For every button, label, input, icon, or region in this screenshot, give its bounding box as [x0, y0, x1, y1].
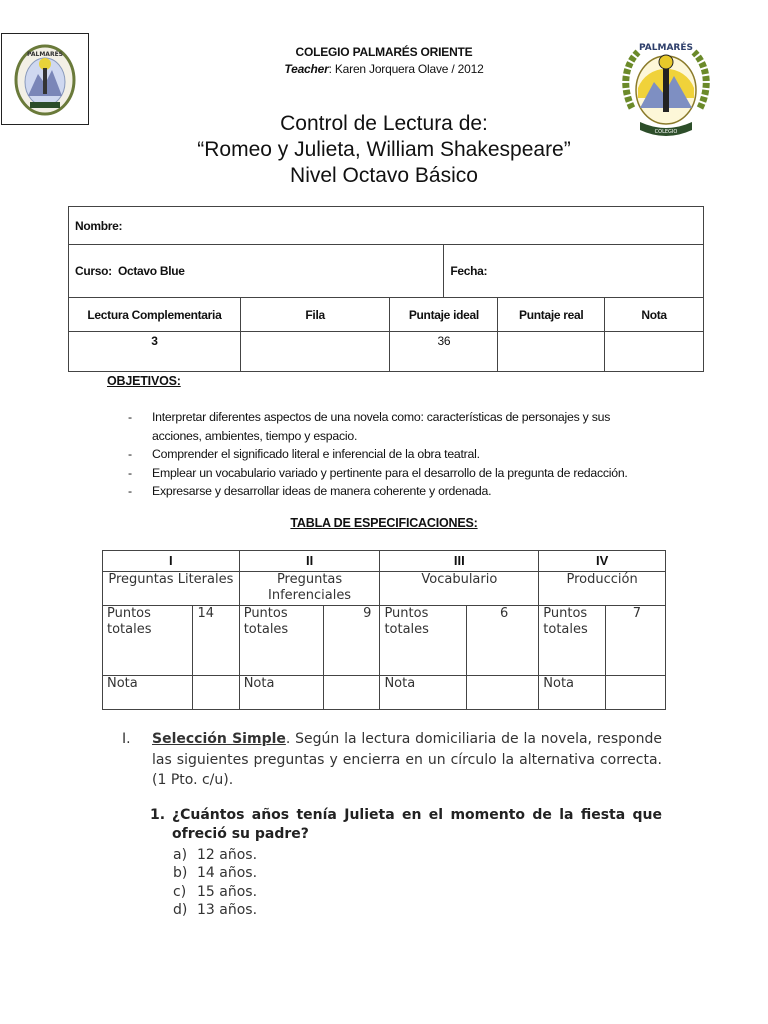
spec-points-label-4: Puntos totales — [539, 606, 605, 676]
objective-item: - Emplear un vocabulario variado y pertinente para el desarrollo de la pregunta de redacción. — [128, 464, 658, 483]
option-letter: c) — [173, 883, 187, 900]
option-text: 12 años. — [197, 847, 258, 863]
spec-points-label-2: Puntos totales — [239, 606, 323, 676]
name-field[interactable] — [69, 207, 704, 245]
header-puntaje-ideal: Puntaje ideal — [390, 298, 498, 332]
course-field — [69, 245, 444, 298]
section-number: I. — [122, 731, 131, 747]
header-nota: Nota — [605, 298, 704, 332]
option-letter: b) — [173, 865, 188, 882]
objectives-heading: OBJETIVOS: — [107, 374, 181, 388]
option-d[interactable] — [173, 901, 257, 919]
date-label: Fecha: — [450, 264, 488, 278]
value-lectura: 3 — [69, 332, 241, 372]
spec-nota-1[interactable] — [193, 676, 239, 710]
spec-nota-4[interactable] — [605, 676, 665, 710]
question-1 — [150, 806, 662, 844]
question-number: 1. — [150, 807, 166, 823]
header-puntaje-real: Puntaje real — [498, 298, 605, 332]
spec-category-3: Vocabulario — [380, 572, 539, 606]
value-puntaje-real[interactable] — [498, 332, 605, 372]
name-label: Nombre: — [75, 218, 123, 233]
option-text: 13 años. — [197, 901, 258, 918]
spec-points-label-3: Puntos totales — [380, 606, 466, 676]
spec-nota-3[interactable] — [466, 676, 538, 710]
objectives-list — [128, 408, 658, 501]
option-a[interactable] — [173, 846, 257, 864]
spec-roman-1: I — [103, 551, 240, 572]
spec-nota-label-3: Nota — [380, 676, 466, 710]
value-nota[interactable] — [605, 332, 704, 372]
spec-nota-2[interactable] — [324, 676, 380, 710]
svg-text:PALMARÉS: PALMARÉS — [27, 51, 63, 58]
section-title: Selección Simple — [152, 731, 286, 747]
value-fila[interactable] — [240, 332, 390, 372]
spec-category-1: Preguntas Literales — [103, 572, 240, 606]
course-label: Curso: — [75, 264, 112, 278]
date-field[interactable] — [444, 245, 704, 298]
objective-item: - Comprender el significado literal e inferencial de la obra teatral. — [128, 445, 658, 464]
spec-points-1: 14 — [193, 606, 239, 676]
svg-text:COLEGIO: COLEGIO — [654, 129, 678, 135]
spec-table-heading: TABLA DE ESPECIFICACIONES: — [290, 516, 478, 530]
header-lectura: Lectura Complementaria — [69, 298, 241, 332]
value-puntaje-ideal: 36 — [390, 332, 498, 372]
option-letter: d) — [173, 901, 188, 918]
specification-table — [102, 550, 666, 710]
spec-roman-3: III — [380, 551, 539, 572]
spec-points-label-1: Puntos totales — [103, 606, 193, 676]
option-text: 14 años. — [197, 865, 258, 882]
question-text: ¿Cuántos años tenía Julieta en el momento de la fiesta que ofreció su padre? — [172, 807, 662, 842]
document-title-line1: Control de Lectura de: — [280, 112, 488, 135]
spec-nota-label-1: Nota — [103, 676, 193, 710]
document-title-line3: Nivel Octavo Básico — [290, 164, 478, 187]
objective-item: - Interpretar diferentes aspectos de una novela como: características de personajes y sus acciones, ambientes, tiempo y espacio. — [128, 408, 658, 445]
option-c[interactable] — [173, 883, 257, 901]
student-info-table — [68, 206, 704, 372]
document-title-line2: “Romeo y Julieta, William Shakespeare” — [197, 138, 571, 161]
spec-nota-label-4: Nota — [539, 676, 605, 710]
option-b[interactable] — [173, 864, 257, 882]
spec-category-2: Preguntas Inferenciales — [239, 572, 380, 606]
teacher-label: Teacher — [284, 62, 329, 76]
option-letter: a) — [173, 847, 188, 863]
option-text: 15 años. — [197, 883, 258, 900]
teacher-line — [0, 62, 768, 76]
spec-points-4: 7 — [605, 606, 665, 676]
question-1-options — [173, 846, 257, 919]
section-text: . Según la lectura domiciliaria de la novela, responde las siguientes preguntas y encierra en un círculo la alternativa correcta. (1 Pto. c/u). — [152, 731, 662, 788]
course-value: Octavo Blue — [117, 264, 185, 278]
spec-points-3: 6 — [466, 606, 538, 676]
section-instructions — [122, 729, 662, 791]
objective-item: - Expresarse y desarrollar ideas de manera coherente y ordenada. — [128, 482, 658, 501]
spec-category-4: Producción — [539, 572, 666, 606]
svg-text:PALMARÉS: PALMARÉS — [639, 43, 693, 53]
header-fila: Fila — [240, 298, 390, 332]
school-name: COLEGIO PALMARÉS ORIENTE — [295, 45, 473, 59]
teacher-value: : Karen Jorquera Olave / 2012 — [328, 62, 484, 76]
spec-nota-label-2: Nota — [239, 676, 323, 710]
spec-roman-2: II — [239, 551, 380, 572]
spec-points-2: 9 — [324, 606, 380, 676]
spec-roman-4: IV — [539, 551, 666, 572]
